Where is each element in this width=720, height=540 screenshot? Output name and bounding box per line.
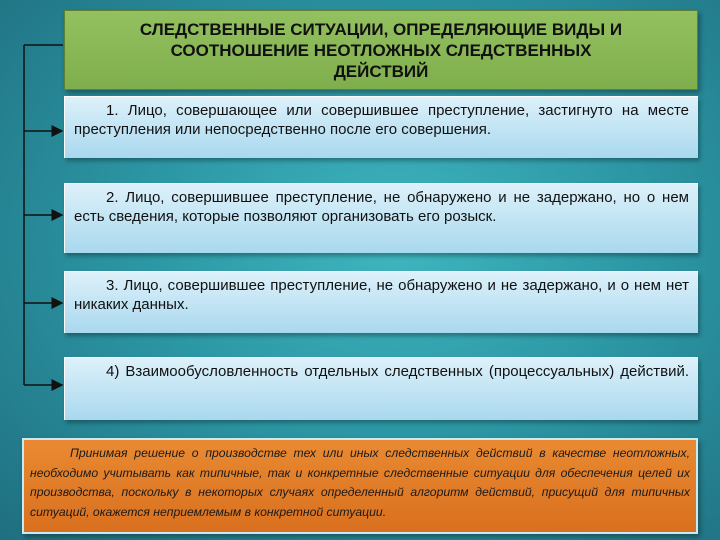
situation-text-3: 3. Лицо, совершившее преступление, не обнаружено и не задержано, и о нем нет никаких данных. [74, 277, 689, 313]
footer-note [22, 438, 698, 534]
diagram-title: СЛЕДСТВЕННЫЕ СИТУАЦИИ, ОПРЕДЕЛЯЮЩИЕ ВИДЫ И СООТНОШЕНИЕ НЕОТЛОЖНЫХ СЛЕДСТВЕННЫХ ДЕЙСТВИЙ [139, 19, 623, 81]
situation-box-3 [64, 271, 698, 333]
situation-text-1: 1. Лицо, совершающее или совершившее преступление, застигнуто на месте преступления или непосредственно после его совершения. [74, 102, 689, 138]
situation-text-2: 2. Лицо, совершившее преступление, не обнаружено и не задержано, но о нем есть сведения, которые позволяют организовать его розыск. [74, 189, 689, 225]
situation-box-2 [64, 183, 698, 253]
situation-text-4: 4) Взаимообусловленность отдельных следственных (процессуальных) действий. [106, 363, 689, 380]
title-box [64, 10, 698, 90]
situation-box-4 [64, 357, 698, 420]
footer-text: Принимая решение о производстве тех или иных следственных действий в качестве неотложных, необходимо учитывать как типичные, так и конкретные следственные ситуации для обеспечения целей их производства, поскольку в некоторых случаях определенный алгоритм действий, присущий для типичных ситуаций, окажется неприемлемым в конкретной ситуации. [30, 446, 690, 519]
situation-box-1 [64, 96, 698, 158]
